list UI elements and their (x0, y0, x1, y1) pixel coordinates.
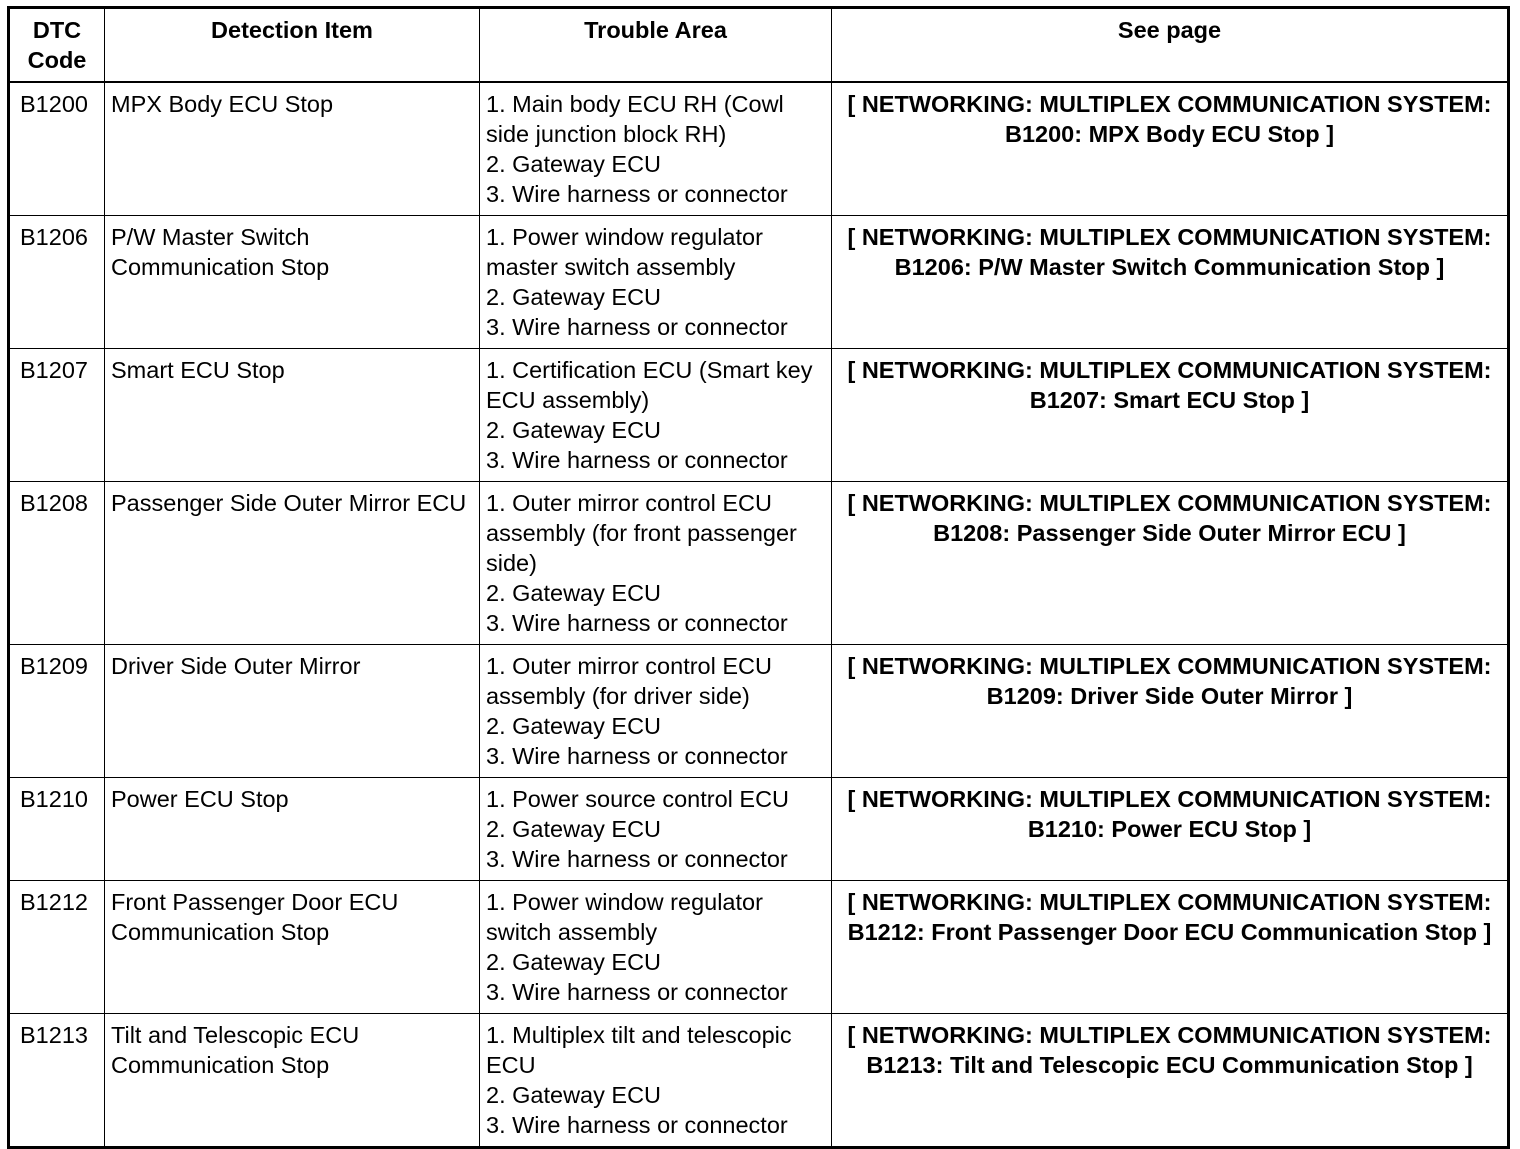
trouble-area-line: 3. Wire harness or connector (486, 314, 788, 340)
table-row (9, 778, 1509, 881)
dtc-code-cell: B1213 (9, 1014, 105, 1148)
table-row (9, 82, 1509, 216)
table-row (9, 1014, 1509, 1148)
trouble-area-line: 2. Gateway ECU (486, 816, 662, 842)
dtc-code-cell: B1207 (9, 349, 105, 482)
trouble-area-cell (480, 1014, 832, 1148)
trouble-area-line: 1. Certification ECU (Smart key ECU assembly) (486, 357, 813, 413)
detection-item-cell: Front Passenger Door ECU Communication Stop (105, 881, 480, 1014)
see-page-link[interactable]: [ NETWORKING: MULTIPLEX COMMUNICATION SYSTEM: B1213: Tilt and Telescopic ECU Communication Stop ] (832, 1014, 1509, 1148)
dtc-table (7, 6, 1510, 1149)
trouble-area-line: 3. Wire harness or connector (486, 447, 788, 473)
dtc-code-cell: B1210 (9, 778, 105, 881)
see-page-link[interactable]: [ NETWORKING: MULTIPLEX COMMUNICATION SYSTEM: B1207: Smart ECU Stop ] (832, 349, 1509, 482)
trouble-area-line: 2. Gateway ECU (486, 151, 662, 177)
trouble-area-line: 1. Power window regulator switch assembly (486, 889, 763, 945)
table-row (9, 881, 1509, 1014)
dtc-code-cell: B1200 (9, 82, 105, 216)
table-row (9, 482, 1509, 645)
table-row (9, 645, 1509, 778)
trouble-area-line: 3. Wire harness or connector (486, 181, 788, 207)
detection-item-cell: Driver Side Outer Mirror (105, 645, 480, 778)
dtc-code-cell: B1212 (9, 881, 105, 1014)
header-trouble-area: Trouble Area (480, 8, 832, 83)
dtc-code-cell: B1206 (9, 216, 105, 349)
trouble-area-line: 2. Gateway ECU (486, 949, 662, 975)
trouble-area-line: 1. Main body ECU RH (Cowl side junction block RH) (486, 91, 784, 147)
dtc-table-container (7, 6, 1510, 1149)
trouble-area-cell (480, 881, 832, 1014)
trouble-area-cell (480, 778, 832, 881)
trouble-area-cell (480, 216, 832, 349)
trouble-area-line: 3. Wire harness or connector (486, 743, 788, 769)
trouble-area-line: 3. Wire harness or connector (486, 610, 788, 636)
trouble-area-cell (480, 82, 832, 216)
trouble-area-line: 3. Wire harness or connector (486, 1112, 788, 1138)
detection-item-cell: Smart ECU Stop (105, 349, 480, 482)
header-dtc-code (9, 8, 105, 83)
header-dtc-code-line-2: Code (27, 47, 87, 73)
trouble-area-line: 2. Gateway ECU (486, 713, 662, 739)
trouble-area-cell (480, 645, 832, 778)
detection-item-cell: Passenger Side Outer Mirror ECU (105, 482, 480, 645)
header-dtc-code-line-1: DTC (32, 17, 82, 43)
trouble-area-line: 2. Gateway ECU (486, 284, 662, 310)
header-detection-item: Detection Item (105, 8, 480, 83)
see-page-link[interactable]: [ NETWORKING: MULTIPLEX COMMUNICATION SYSTEM: B1206: P/W Master Switch Communication Stop ] (832, 216, 1509, 349)
table-row (9, 216, 1509, 349)
see-page-link[interactable]: [ NETWORKING: MULTIPLEX COMMUNICATION SYSTEM: B1200: MPX Body ECU Stop ] (832, 82, 1509, 216)
detection-item-cell: P/W Master Switch Communication Stop (105, 216, 480, 349)
see-page-link[interactable]: [ NETWORKING: MULTIPLEX COMMUNICATION SYSTEM: B1208: Passenger Side Outer Mirror ECU ] (832, 482, 1509, 645)
table-row (9, 349, 1509, 482)
trouble-area-line: 3. Wire harness or connector (486, 846, 788, 872)
detection-item-cell: Power ECU Stop (105, 778, 480, 881)
see-page-link[interactable]: [ NETWORKING: MULTIPLEX COMMUNICATION SYSTEM: B1210: Power ECU Stop ] (832, 778, 1509, 881)
trouble-area-line: 1. Power window regulator master switch assembly (486, 224, 763, 280)
trouble-area-line: 1. Outer mirror control ECU assembly (for front passenger side) (486, 490, 797, 576)
trouble-area-line: 1. Power source control ECU (486, 786, 790, 812)
trouble-area-cell (480, 349, 832, 482)
see-page-link[interactable]: [ NETWORKING: MULTIPLEX COMMUNICATION SYSTEM: B1209: Driver Side Outer Mirror ] (832, 645, 1509, 778)
dtc-code-cell: B1209 (9, 645, 105, 778)
trouble-area-line: 2. Gateway ECU (486, 1082, 662, 1108)
trouble-area-cell (480, 482, 832, 645)
trouble-area-line: 3. Wire harness or connector (486, 979, 788, 1005)
detection-item-cell: Tilt and Telescopic ECU Communication Stop (105, 1014, 480, 1148)
header-see-page: See page (832, 8, 1509, 83)
trouble-area-line: 1. Multiplex tilt and telescopic ECU (486, 1022, 792, 1078)
table-header-row (9, 8, 1509, 83)
detection-item-cell: MPX Body ECU Stop (105, 82, 480, 216)
trouble-area-line: 2. Gateway ECU (486, 417, 662, 443)
trouble-area-line: 2. Gateway ECU (486, 580, 662, 606)
see-page-link[interactable]: [ NETWORKING: MULTIPLEX COMMUNICATION SYSTEM: B1212: Front Passenger Door ECU Communication Stop ] (832, 881, 1509, 1014)
dtc-code-cell: B1208 (9, 482, 105, 645)
trouble-area-line: 1. Outer mirror control ECU assembly (for driver side) (486, 653, 772, 709)
